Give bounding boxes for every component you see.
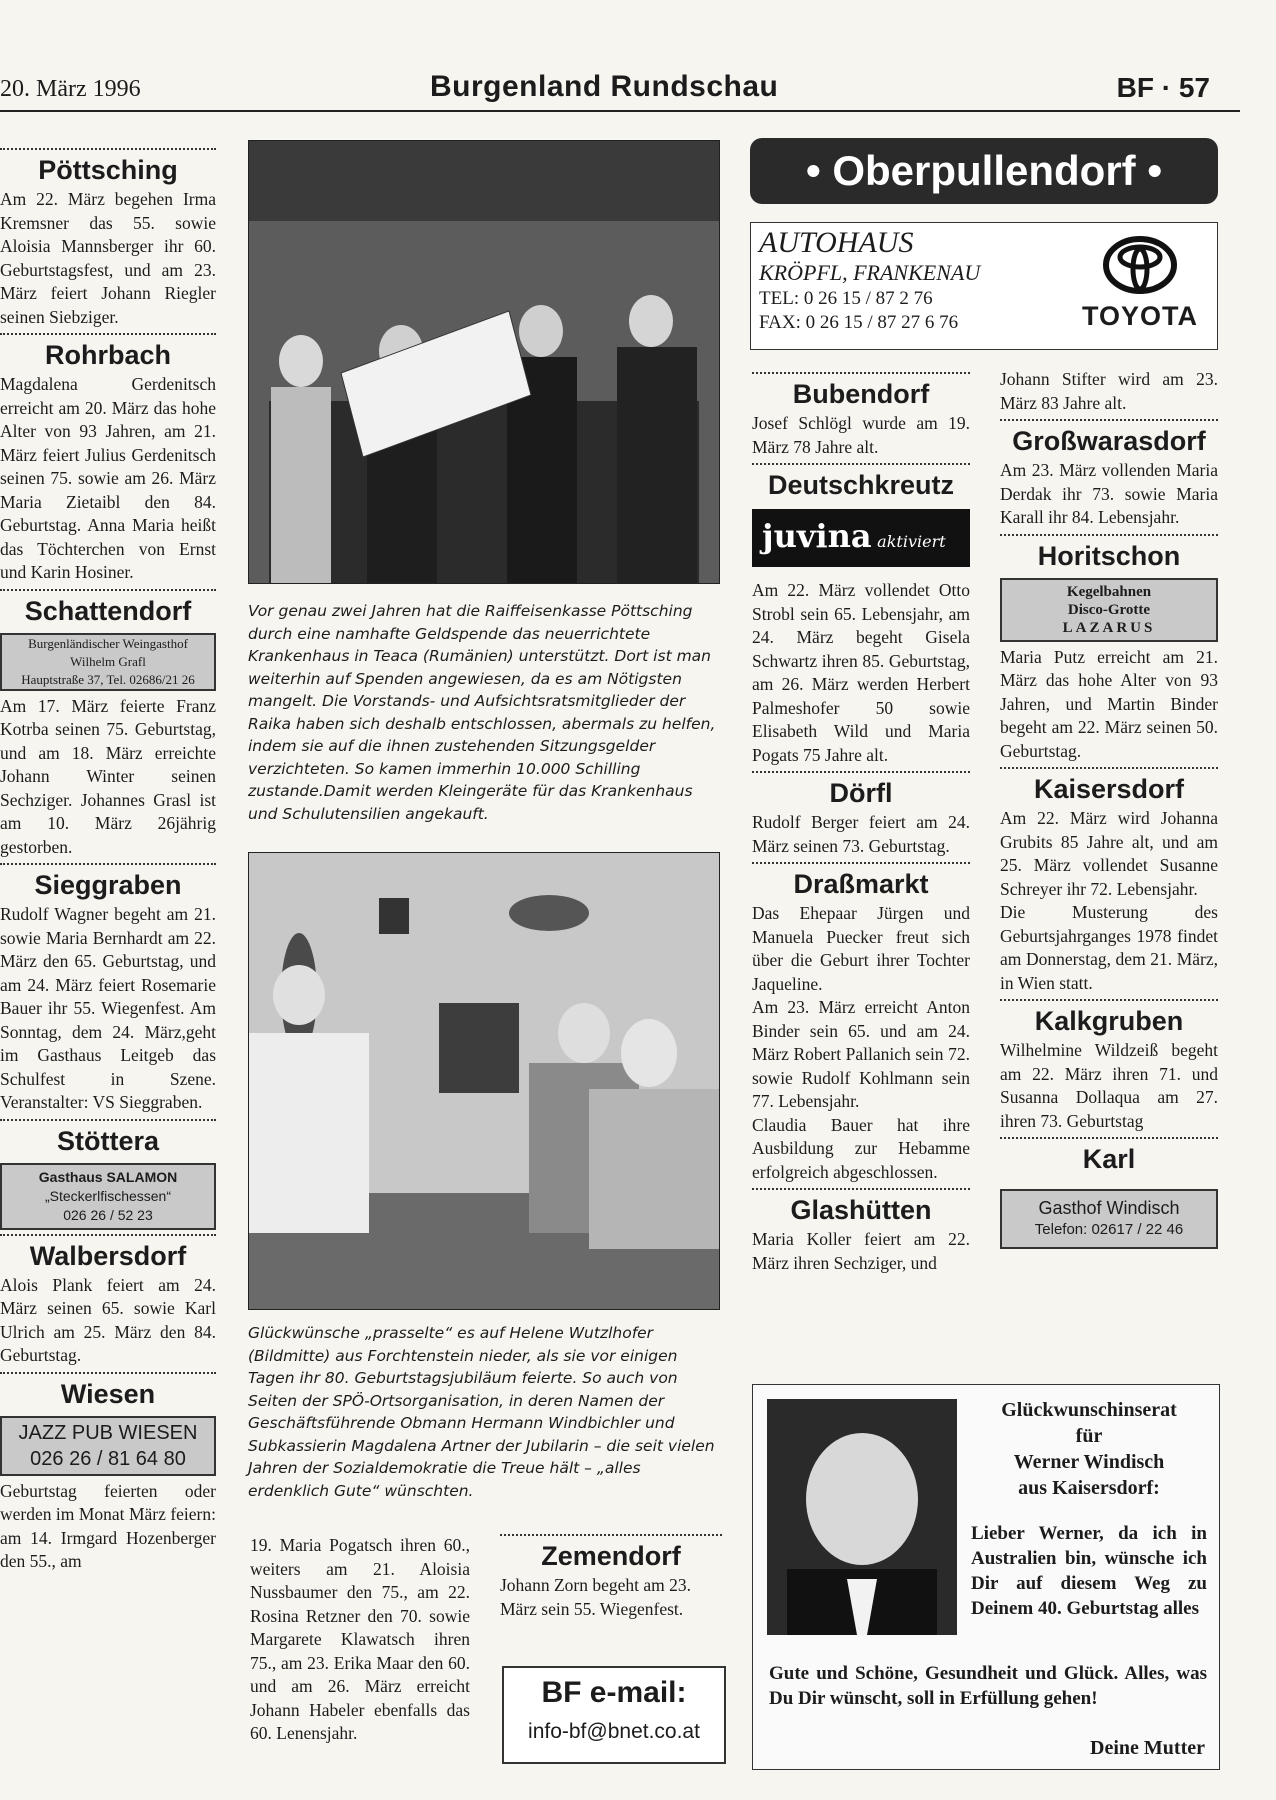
- article-text: Am 22. März wird Johanna Grubits 85 Jahre alt, und am 25. März vollendet Susanne Schreyer ihr 72. Lebensjahr.: [1000, 808, 1218, 899]
- brand-name: TOYOTA: [1081, 301, 1198, 331]
- ad-line: JAZZ PUB WIESEN: [18, 1421, 198, 1444]
- ad-kegelbahnen: [1000, 578, 1218, 642]
- article-text: Am 23. März erreicht Anton Binder sein 65. und am 24. März Robert Pallanich sein 72. sowie Rudolf Kohlmann sein 77. Lebensjahr.: [752, 997, 970, 1111]
- divider: [0, 589, 216, 591]
- page-header: [0, 70, 1240, 112]
- ad-line: Telefon: 02617 / 22 46: [1034, 1221, 1184, 1238]
- divider: [752, 372, 970, 374]
- article-text: Geburtstag feierten oder werden im Monat März feiern: am 14. Irmgard Hozenberger den 55., am: [0, 1480, 216, 1571]
- greeting-body: Lieber Werner, da ich in Australien bin, wünsche ich Dir auf diesem Weg zu Deinem 40. Geburtstag alles: [971, 1523, 1207, 1619]
- town-karl: Karl: [1082, 1144, 1136, 1174]
- town-wiesen: Wiesen: [60, 1378, 156, 1409]
- ad-line: Hauptstraße 37, Tel. 02686/21 26: [21, 671, 195, 687]
- greeting-body: Gute und Schöne, Gesundheit und Glück. Alles, was Du Dir wünscht, soll in Erfüllung gehen!: [769, 1663, 1207, 1709]
- divider: [0, 1372, 216, 1374]
- town-drassmarkt: Draßmarkt: [793, 869, 929, 899]
- ad-juvina: [752, 509, 970, 567]
- town-poettsching: Pöttsching: [38, 155, 178, 185]
- portrait-graphic: [767, 1399, 957, 1635]
- article-text: Die Musterung des Geburtsjahrganges 1978 findet am Donnerstag, dem 21. März, in Wien statt.: [1000, 902, 1218, 993]
- article-text: Alois Plank feiert am 24. März seinen 65. sowie Karl Ulrich am 25. März den 84. Geburtstag.: [0, 1274, 216, 1365]
- town-kalkgruben: Kalkgruben: [1034, 1006, 1184, 1036]
- town-sieggraben: Sieggraben: [34, 870, 182, 900]
- article-text: Maria Koller feiert am 22. März ihren Sechziger, und: [752, 1229, 970, 1273]
- divider: [1000, 1137, 1218, 1139]
- article-text: Maria Putz erreicht am 21. März das hohe Alter von 93 Jahren, und Martin Binder begeht am 22. März seinen 50. Geburtstag.: [1000, 646, 1218, 761]
- article-text: Am 22. März begehen Irma Kremsner das 55. sowie Aloisia Mannsberger ihr 60. Geburtstagsfest, und am 23. März feiert Johann Riegler seinen Siebziger.: [0, 189, 216, 327]
- toyota-emblem-icon: [1102, 233, 1178, 297]
- divider: [752, 771, 970, 773]
- greeting-line: Glückwunschinserat: [1001, 1399, 1177, 1421]
- birthday-greeting-ad: [752, 1384, 1220, 1770]
- ad-gasthaus-salamon: [0, 1163, 216, 1230]
- article-text: Johann Stifter wird am 23. März 83 Jahre alt.: [1000, 369, 1218, 413]
- ad-line: 026 26 / 52 23: [63, 1206, 153, 1223]
- region-banner: • Oberpullendorf •: [750, 138, 1218, 204]
- divider: [0, 148, 216, 150]
- email-address[interactable]: info-bf@bnet.co.at: [528, 1720, 700, 1743]
- divider: [0, 863, 216, 865]
- article-text: Das Ehepaar Jürgen und Manuela Puecker freut sich über die Geburt ihrer Tochter Jaqueline.: [752, 903, 970, 994]
- ad-line: AUTOHAUS: [759, 226, 914, 259]
- portrait-photo: [767, 1399, 957, 1635]
- ad-line: Kegelbahnen: [1066, 583, 1152, 600]
- photo-toast-graphic: [249, 853, 719, 1309]
- article-text: Magdalena Gerdenitsch erreicht am 20. März das hohe Alter von 93 Jahren, am 21. März feiert Julius Gerdenitsch seinen 75. sowie am 26. März Maria Zietaibl den 84. Geburtstag. Anna Maria heißt das Töchterchen von Ernst und Karin Hosiner.: [0, 374, 216, 582]
- ad-line: Gasthaus SALAMON: [38, 1168, 178, 1185]
- article-zemendorf: [500, 1530, 722, 1621]
- ad-autohaus: [750, 222, 1218, 350]
- photo-caption: Glückwünsche „prasselte“ es auf Helene Wutzlhofer (Bildmitte) aus Forchtenstein nieder, als sie vor einigen Tagen ihr 80. Geburtstagsjubiläum feierte. So auch von Seiten der SPÖ-Ortsorganisation, in deren Namen der Geschäftsführende Obmann Hermann Windbichler und Subkassierin Magdalena Artner der Jubilarin – die seit vielen Jahren der Sozialdemokratie die Treue hält – „alles erdenklich Gute“ wünschten.: [248, 1324, 715, 1500]
- greeting-line: für: [1075, 1425, 1103, 1447]
- page-number: BF · 57: [1116, 72, 1210, 103]
- ad-line: aktiviert: [877, 532, 946, 551]
- ad-weingasthof: [0, 633, 216, 691]
- town-deutschkreutz: Deutschkreutz: [767, 470, 955, 500]
- ad-line: Disco-Grotte: [1067, 601, 1151, 618]
- ad-line: Wilhelm Grafl: [70, 653, 146, 669]
- divider: [752, 1188, 970, 1190]
- divider: [1000, 767, 1218, 769]
- town-zemendorf: Zemendorf: [541, 1541, 681, 1571]
- article-text: Rudolf Wagner begeht am 21. sowie Maria Bernhardt am 22. März den 65. Geburtstag, und am 24. März feiert Rosemarie Bauer ihr 55. Wiegenfest. Am Sonntag, dem 24. März,geht im Gasthaus Leitgeb das Schulfest in Szene. Veranstalter: VS Sieggraben.: [0, 904, 216, 1112]
- email-title: BF e-mail:: [541, 1676, 687, 1709]
- town-horitschon: Horitschon: [1037, 540, 1181, 571]
- photo-cheque-graphic: [249, 141, 719, 583]
- ad-line: Burgenländischer Weingasthof: [28, 635, 188, 651]
- greeting-line: Werner Windisch: [1013, 1451, 1165, 1473]
- ad-line: „Steckerlfischessen“: [44, 1187, 172, 1204]
- town-glashuetten: Glashütten: [790, 1195, 932, 1225]
- divider: [0, 1119, 216, 1121]
- photo-birthday-toast: [248, 852, 720, 1310]
- article-continuation: [250, 1534, 470, 1746]
- article-text: Johann Zorn begeht am 23. März sein 55. Wiegenfest.: [500, 1575, 691, 1619]
- issue-date: 20. März 1996: [0, 76, 141, 102]
- greeting-signature: Deine Mutter: [1090, 1737, 1205, 1759]
- ad-line: KRÖPFL, FRANKENAU: [759, 260, 981, 285]
- article-text: Rudolf Berger feiert am 24. März seinen 73. Geburtstag.: [752, 812, 970, 856]
- article-text: Am 22. März vollendet Otto Strobl sein 65. Lebensjahr, am 24. März begeht Gisela Schwartz ihren 85. Geburtstag, am 26. März werden Herbert Palmeshofer 50 sowie Elisabeth Wild und Maria Pogats 75 Jahre alt.: [752, 580, 970, 765]
- divider: [1000, 419, 1218, 421]
- article-text: Josef Schlögl wurde am 19. März 78 Jahre alt.: [752, 413, 970, 457]
- ad-line: Gasthof Windisch: [1038, 1198, 1180, 1218]
- right-column-a: [752, 368, 970, 1275]
- divider: [500, 1534, 722, 1536]
- ad-line: TEL: 0 26 15 / 87 2 76: [759, 288, 933, 309]
- town-grosswarasdorf: Großwarasdorf: [1012, 426, 1206, 456]
- photo-caption: Vor genau zwei Jahren hat die Raiffeisenkasse Pöttsching durch eine namhafte Geldspende das neuerrichtete Krankenhaus in Teaca (Rumänien) unterstützt. Dort ist man weiterhin auf Spenden angewiesen, da es am Nötigsten mangelt. Die Vorstands- und Aufsichtsratsmitglieder der Raika haben sich deshalb entschlossen, abermals zu helfen, indem sie auf die ihnen zustehenden Sitzungsgelder verzichteten. So kamen immerhin 10.000 Schilling zustande.Damit werden Kleingeräte für das Krankenhaus und Schulutensilien angekauft.: [248, 602, 716, 823]
- divider: [0, 333, 216, 335]
- divider: [1000, 999, 1218, 1001]
- ad-line: LAZARUS: [1062, 619, 1156, 636]
- divider: [1000, 534, 1218, 536]
- divider: [752, 463, 970, 465]
- greeting-line: aus Kaisersdorf:: [1018, 1477, 1160, 1499]
- ad-gasthof-windisch: [1000, 1189, 1218, 1249]
- newspaper-title: Burgenland Rundschau: [430, 70, 779, 103]
- ad-jazz-pub: [0, 1416, 216, 1476]
- article-text: Wilhelmine Wildzeiß begeht am 22. März ihren 71. und Susanna Dollaqua am 27. ihren 73. Geburtstag: [1000, 1040, 1218, 1131]
- town-doerfl: Dörfl: [829, 778, 893, 808]
- ad-line: FAX: 0 26 15 / 87 27 6 76: [759, 312, 959, 333]
- town-walbersdorf: Walbersdorf: [29, 1240, 187, 1271]
- photo-cheque-handover: [248, 140, 720, 584]
- divider: [0, 1234, 216, 1236]
- ad-line: 026 26 / 81 64 80: [30, 1447, 186, 1470]
- toyota-logo-icon: [1075, 233, 1205, 332]
- left-column: [0, 144, 216, 1574]
- town-stoettera: Stöttera: [56, 1125, 159, 1156]
- right-column-b: [1000, 368, 1218, 1253]
- email-box: [502, 1666, 726, 1764]
- article-text: 19. Maria Pogatsch ihren 60., weiters am 21. Aloisia Nussbaumer den 75., am 22. Rosina Retzner den 70. sowie Margarete Klawatsch ihren 75., am 23. Erika Maar den 60. und am 26. März erreicht Johann Habeler ebenfalls das 60. Lenensjahr.: [250, 1535, 470, 1743]
- town-bubendorf: Bubendorf: [792, 379, 930, 409]
- divider: [752, 862, 970, 864]
- town-kaisersdorf: Kaisersdorf: [1033, 774, 1185, 804]
- article-text: Claudia Bauer hat ihre Ausbildung zur Hebamme erfolgreich abgeschlossen.: [752, 1114, 970, 1182]
- article-text: Am 23. März vollenden Maria Derdak ihr 73. sowie Maria Karall ihr 84. Lebensjahr.: [1000, 460, 1218, 527]
- town-rohrbach: Rohrbach: [44, 340, 171, 370]
- article-text: Am 17. März feierte Franz Kotrba seinen 75. Geburtstag, und am 18. März erreichte Johann Winter seinen Sechziger. Johannes Grasl ist am 10. März 26jährig gestorben.: [0, 695, 216, 857]
- ad-line: juvina: [762, 517, 872, 555]
- town-schattendorf: Schattendorf: [24, 595, 192, 626]
